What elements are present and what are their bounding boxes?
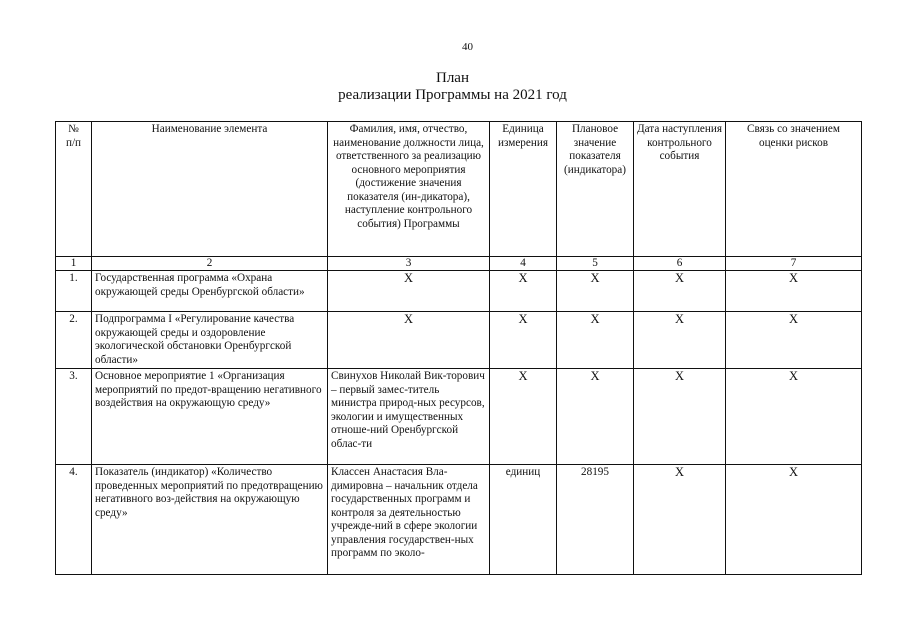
header-risk-link: Связь со значением оценки рисков [726, 122, 862, 257]
header-planned-value: Плановое значение показателя (индикатора) [557, 122, 634, 257]
row-planned-value: X [557, 369, 634, 465]
column-number: 5 [557, 257, 634, 271]
row-planned-value: 28195 [557, 465, 634, 575]
row-responsible: X [328, 271, 490, 312]
column-number-row [56, 257, 862, 271]
row-num: 4. [56, 465, 92, 575]
title-line-1: План [435, 70, 469, 86]
header-responsible: Фамилия, имя, отчество, наименование должности лица, ответственного за реализацию основного мероприятия (достижение значения показателя (ин-дикатора), наступление контрольного события) Программы [328, 122, 490, 257]
row-element-name: Подпрограмма I «Регулирование качества окружающей среды и оздоровление экологической обстановки Оренбургской области» [92, 312, 328, 369]
row-planned-value: X [557, 271, 634, 312]
column-number: 7 [726, 257, 862, 271]
row-unit: X [490, 271, 557, 312]
row-element-name: Основное мероприятие 1 «Организация мероприятий по предот-вращению негативного воздействия на окружающую среду» [92, 369, 328, 465]
row-responsible: Свинухов Николай Вик-торович – первый замес-титель министра природ-ных ресурсов, экологии и имущественных отноше-ний Оренбургской облас-ти [328, 369, 490, 465]
page-number: 40 [462, 41, 473, 53]
row-unit: единиц [490, 465, 557, 575]
row-event-date: X [634, 271, 726, 312]
row-risk-link: X [726, 369, 862, 465]
plan-table [55, 121, 862, 575]
row-num: 3. [56, 369, 92, 465]
table-row [56, 312, 862, 369]
row-unit: X [490, 369, 557, 465]
header-row [56, 122, 862, 257]
row-planned-value: X [557, 312, 634, 369]
column-number: 3 [328, 257, 490, 271]
header-element-name: Наименование элемента [92, 122, 328, 257]
row-unit: X [490, 312, 557, 369]
column-number: 4 [490, 257, 557, 271]
title-line-2: реализации Программы на 2021 год [338, 87, 567, 103]
column-number: 6 [634, 257, 726, 271]
row-element-name: Показатель (индикатор) «Количество проведенных мероприятий по предотвращению негативного воз-действия на окружающую среду» [92, 465, 328, 575]
row-responsible: Классен Анастасия Вла-димировна – начальник отдела государственных программ и контроля за деятельностью учрежде-ний в сфере экологии управления государствен-ных программ по эколо- [328, 465, 490, 575]
row-num: 2. [56, 312, 92, 369]
row-event-date: X [634, 312, 726, 369]
row-risk-link: X [726, 312, 862, 369]
row-element-name: Государственная программа «Охрана окружающей среды Оренбургской области» [92, 271, 328, 312]
document-title [0, 70, 905, 104]
row-risk-link: X [726, 271, 862, 312]
table-row [56, 271, 862, 312]
row-event-date: X [634, 465, 726, 575]
row-event-date: X [634, 369, 726, 465]
column-number: 1 [56, 257, 92, 271]
column-number: 2 [92, 257, 328, 271]
header-unit: Единица измерения [490, 122, 557, 257]
row-risk-link: X [726, 465, 862, 575]
header-num: № п/п [56, 122, 92, 257]
table-row [56, 465, 862, 575]
row-responsible: X [328, 312, 490, 369]
row-num: 1. [56, 271, 92, 312]
header-event-date: Дата наступления контрольного события [634, 122, 726, 257]
table-row [56, 369, 862, 465]
